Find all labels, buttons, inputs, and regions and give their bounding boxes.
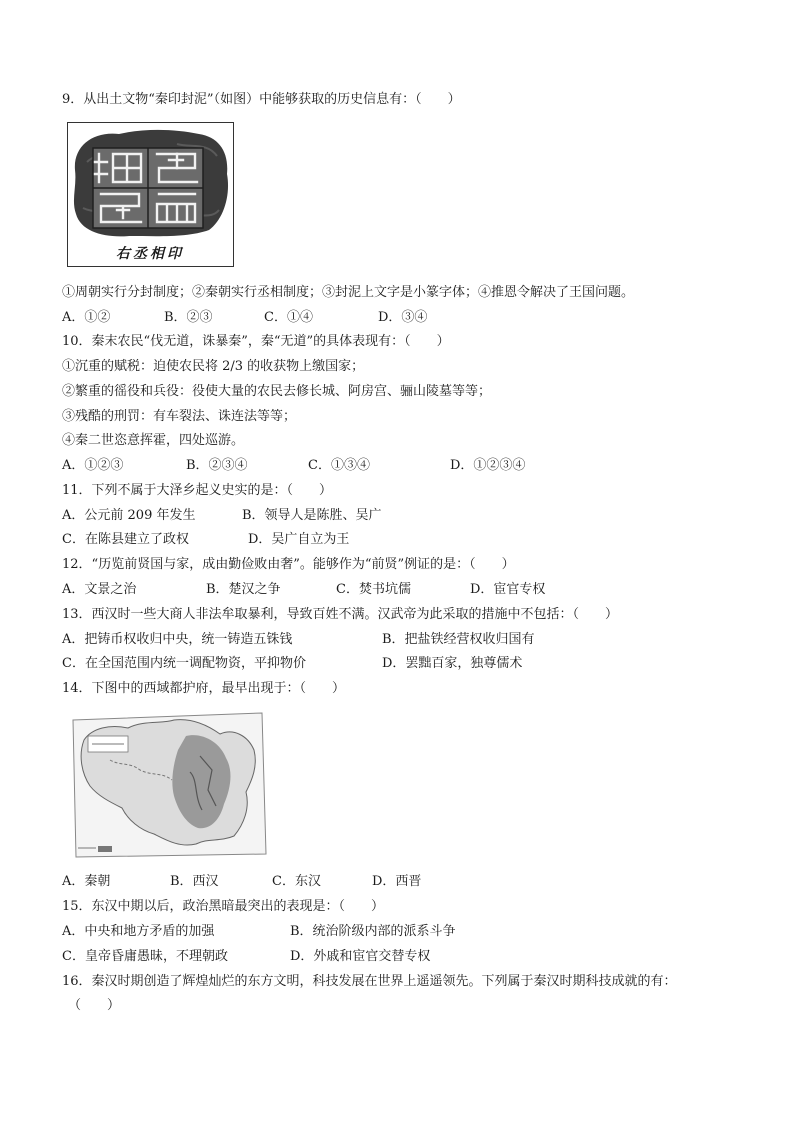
q10-item-4: ④秦二世恣意挥霍，四处巡游。 <box>62 433 245 448</box>
q12-stem: 12．“历览前贤国与家，成由勤俭败由奢”。能够作为“前贤”例证的是：（ ） <box>62 557 515 572</box>
q15-stem: 15．东汉中期以后，政治黑暗最突出的表现是：（ ） <box>62 899 385 914</box>
q11-option-b[interactable]: B．领导人是陈胜、吴广 <box>242 508 382 523</box>
seal-caption: 右丞相印 <box>116 246 184 262</box>
q11-option-d[interactable]: D．吴广自立为王 <box>248 532 350 547</box>
q13-option-a[interactable]: A．把铸币权收归中央，统一铸造五铢钱 <box>62 632 293 647</box>
q15-option-b[interactable]: B．统治阶级内部的派系斗争 <box>290 924 456 939</box>
q9-statements: ①周朝实行分封制度；②秦朝实行丞相制度；③封泥上文字是小篆字体；④推恩令解决了王国问题。 <box>62 285 635 300</box>
q11-stem: 11．下列不属于大泽乡起义史实的是：（ ） <box>62 483 333 498</box>
q12-option-c[interactable]: C．焚书坑儒 <box>336 582 411 597</box>
q16-answer-blank: （ ） <box>68 998 121 1013</box>
q12-option-b[interactable]: B．楚汉之争 <box>206 582 281 597</box>
q13-option-d[interactable]: D．罢黜百家，独尊儒术 <box>382 656 523 671</box>
q13-option-b[interactable]: B．把盐铁经营权收归国有 <box>382 632 535 647</box>
q9-option-a[interactable]: A．①② <box>62 310 111 325</box>
q15-option-d[interactable]: D．外戚和宦官交替专权 <box>290 949 431 964</box>
q10-stem: 10．秦末农民“伐无道，诛暴秦”，秦“无道”的具体表现有：（ ） <box>62 334 450 349</box>
q10-item-3: ③残酷的刑罚：有车裂法、诛连法等等； <box>62 409 297 424</box>
q14-option-a[interactable]: A．秦朝 <box>62 874 111 889</box>
q12-option-d[interactable]: D．宦官专权 <box>470 582 546 597</box>
q16-stem: 16．秦汉时期创造了辉煌灿烂的东方文明，科技发展在世界上遥遥领先。下列属于秦汉时期科技成就的有： <box>62 974 677 989</box>
q9-option-d[interactable]: D．③④ <box>378 310 428 325</box>
q12-option-a[interactable]: A．文景之治 <box>62 582 137 597</box>
q9-option-c[interactable]: C．①④ <box>264 310 313 325</box>
q9-option-b[interactable]: B．②③ <box>164 310 213 325</box>
q10-item-1: ①沉重的赋税：迫使农民将 2/3 的收获物上缴国家； <box>62 359 365 374</box>
q10-option-c[interactable]: C．①③④ <box>308 458 370 473</box>
q14-stem: 14．下图中的西域都护府，最早出现于：（ ） <box>62 681 346 696</box>
q11-option-a[interactable]: A．公元前 209 年发生 <box>62 508 196 523</box>
q10-item-2: ②繁重的徭役和兵役：役使大量的农民去修长城、阿房宫、骊山陵墓等等； <box>62 384 492 399</box>
q14-option-c[interactable]: C．东汉 <box>272 874 321 889</box>
q9-stem: 9．从出土文物“秦印封泥”（如图）中能够获取的历史信息有：（ ） <box>62 92 461 107</box>
q15-option-c[interactable]: C．皇帝昏庸愚昧，不理朝政 <box>62 949 228 964</box>
q14-option-b[interactable]: B．西汉 <box>170 874 219 889</box>
map-image <box>70 710 268 860</box>
q14-option-d[interactable]: D．西晋 <box>372 874 422 889</box>
q15-option-a[interactable]: A．中央和地方矛盾的加强 <box>62 924 215 939</box>
seal-image <box>67 122 234 267</box>
q13-option-c[interactable]: C．在全国范围内统一调配物资，平抑物价 <box>62 656 306 671</box>
q11-option-c[interactable]: C．在陈县建立了政权 <box>62 532 189 547</box>
q10-option-b[interactable]: B．②③④ <box>186 458 248 473</box>
q13-stem: 13．西汉时一些大商人非法牟取暴利，导致百姓不满。汉武帝为此采取的措施中不包括：（ ） <box>62 607 619 622</box>
q10-option-d[interactable]: D．①②③④ <box>450 458 526 473</box>
q10-option-a[interactable]: A．①②③ <box>62 458 124 473</box>
